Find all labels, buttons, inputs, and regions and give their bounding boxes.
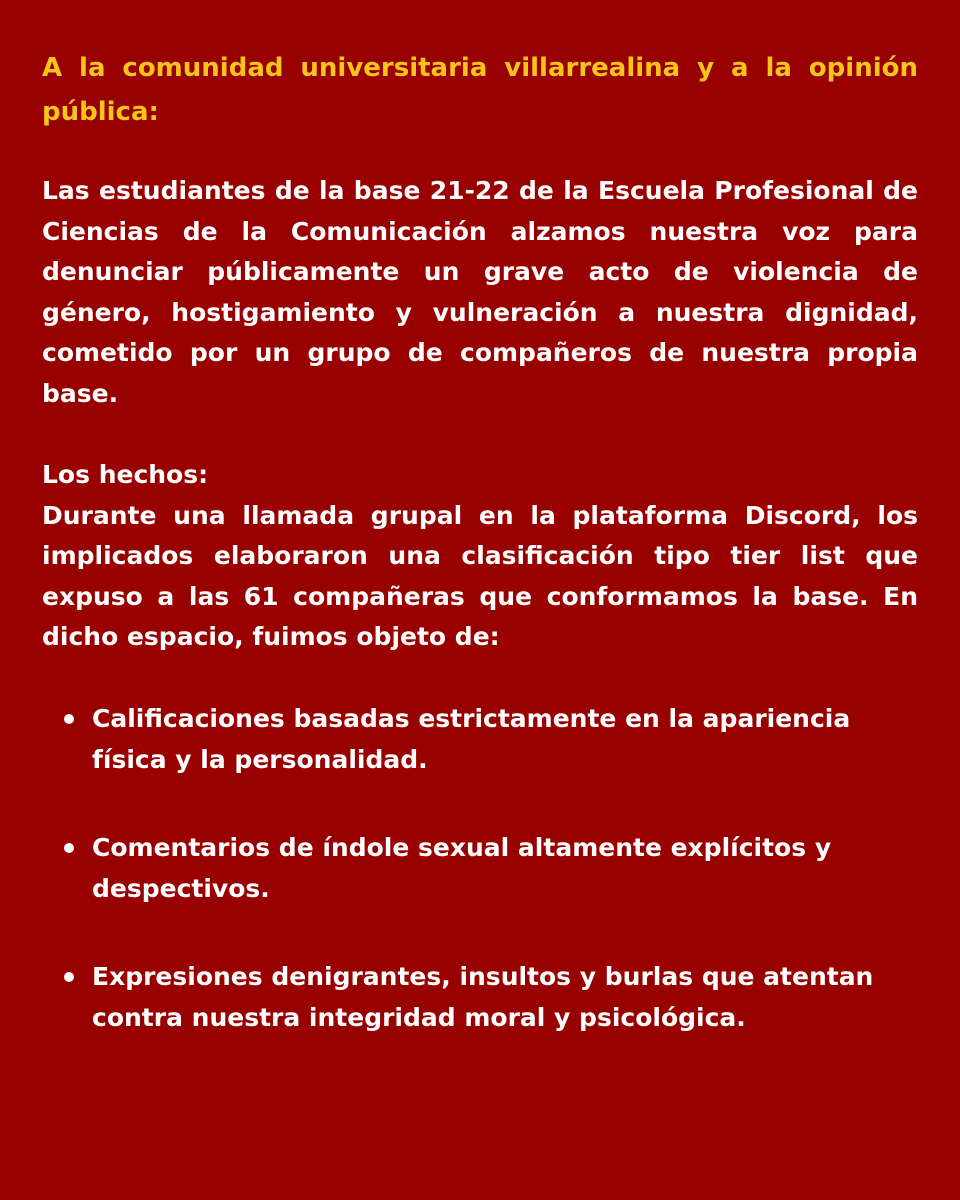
- list-item-text: Calificaciones basadas estrictamente en la apariencia física y la personalidad.: [92, 703, 851, 774]
- list-item: [42, 827, 918, 909]
- facts-title: Los hechos:: [42, 460, 209, 489]
- bullet-icon: [64, 972, 74, 982]
- list-item: [42, 698, 918, 780]
- statement-heading: A la comunidad universitaria villarrealina y a la opinión pública:: [42, 53, 918, 127]
- bullet-icon: [64, 843, 74, 853]
- bullet-icon: [64, 714, 74, 724]
- abuse-list: [42, 698, 918, 1038]
- list-item: [42, 956, 918, 1038]
- list-item-text: Comentarios de índole sexual altamente explícitos y despectivos.: [92, 832, 832, 903]
- intro-paragraph: Las estudiantes de la base 21-22 de la Escuela Profesional de Ciencias de la Comunicación alzamos nuestra voz para denunciar públicamente un grave acto de violencia de género, hostigamiento y vulneración a nuestra dignidad, cometido por un grupo de compañeros de nuestra propia base.: [42, 176, 918, 408]
- list-item-text: Expresiones denigrantes, insultos y burlas que atentan contra nuestra integridad moral y psicológica.: [92, 961, 874, 1032]
- facts-paragraph: Durante una llamada grupal en la plataforma Discord, los implicados elaboraron una clasificación tipo tier list que expuso a las 61 compañeras que conformamos la base. En dicho espacio, fuimos objeto de:: [42, 500, 918, 651]
